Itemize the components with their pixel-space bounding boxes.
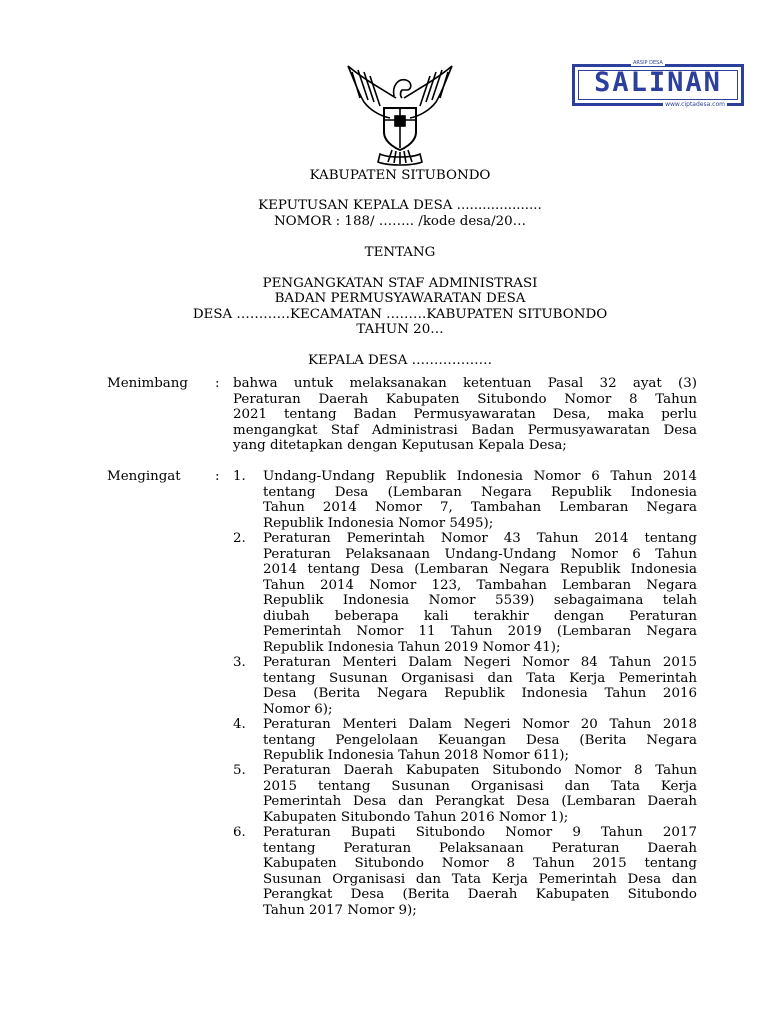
list-item-line: Susunan Organisasi dan Tata Kerja Pemerintah Desa dan [263,871,697,887]
title-line-3: DESA …………KECAMATAN ………KABUPATEN SITUBONDO [192,307,608,322]
list-item [263,763,697,825]
list-item-line: tentang Susunan Organisasi dan Tata Kerja Pemerintah [263,670,697,686]
list-item-number: 5. [233,763,246,778]
menimbang-line: Peraturan Daerah Kabupaten Situbondo Nomor 8 Tahun [233,391,697,407]
title-line-2: BADAN PERMUSYAWARATAN DESA [274,291,526,306]
garuda-emblem-icon [340,58,460,170]
list-item-line: Peraturan Menteri Dalam Negeri Nomor 84 Tahun 2015 [263,655,697,670]
list-item-number: 4. [233,717,246,732]
list-item-line: Peraturan Pemerintah Nomor 43 Tahun 2014 tentang [263,531,697,546]
list-item [263,825,697,918]
list-item-line: Pemerintah Nomor 11 Tahun 2019 (Lembaran Negara [263,624,697,639]
list-item-line: Nomor 6); [263,701,333,717]
list-item-number: 1. [233,469,246,484]
list-item-line: Tahun 2017 Nomor 9); [263,902,417,918]
list-item-line: 2014 tentang Desa (Lembaran Negara Republik Indonesia [263,562,697,577]
menimbang-colon: : [215,376,220,391]
list-item-line: tentang Pengelolaan Keuangan Desa (Berita Negara [263,732,697,748]
list-item-number: 2. [233,531,246,546]
salinan-stamp [572,60,744,108]
list-item-line: Desa (Berita Negara Republik Indonesia Tahun 2016 [263,686,697,701]
decree-number: NOMOR : 188/ …….. /kode desa/20… [273,214,527,229]
official-heading: KEPALA DESA ……………… [307,353,492,368]
menimbang-label: Menimbang [107,376,188,391]
list-item-line: tentang Desa (Lembaran Negara Republik Indonesia [263,484,697,500]
stamp-top-text: ARSIP DESA [633,60,663,66]
list-item-line: Tahun 2014 Nomor 123, Tambahan Lembaran Negara [263,577,697,593]
decree-heading: KEPUTUSAN KEPALA DESA .................... [258,198,542,213]
list-item [263,469,697,531]
list-item-line: Republik Indonesia Tahun 2019 Nomor 41); [263,639,561,655]
list-item-line: Republik Indonesia Nomor 5539) sebagaimana telah [263,593,697,608]
list-item-line: 2015 tentang Susunan Organisasi dan Tata Kerja [263,778,697,794]
list-item-line: tentang Peraturan Pelaksanaan Peraturan Daerah [263,840,697,856]
list-item [263,531,697,655]
list-item-line: Kabupaten Situbondo Tahun 2016 Nomor 1); [263,809,569,825]
menimbang-text [233,376,697,454]
list-item-line: Kabupaten Situbondo Nomor 8 Tahun 2015 tentang [263,856,697,871]
list-item-line: Republik Indonesia Tahun 2018 Nomor 611); [263,748,570,763]
menimbang-line: mengangkat Staf Administrasi Badan Permusyawaratan Desa [233,422,697,438]
list-item-line: diubah beberapa kali terakhir dengan Peraturan [263,608,697,624]
list-item-line: Undang-Undang Republik Indonesia Nomor 6 Tahun 2014 [263,469,697,484]
list-item-line: Peraturan Daerah Kabupaten Situbondo Nomor 8 Tahun [263,763,697,778]
stamp-url: www.ciptadesa.com [665,101,725,108]
menimbang-line: 2021 tentang Badan Permusyawaratan Desa, maka perlu [233,407,697,422]
list-item-line: Peraturan Pelaksanaan Undang-Undang Nomor 6 Tahun [263,546,697,562]
title-line-1: PENGANGKATAN STAF ADMINISTRASI [262,276,538,291]
about-heading: TENTANG [364,245,436,260]
stamp-word: SALINAN [594,67,722,98]
regency-heading: KABUPATEN SITUBONDO [309,168,491,183]
list-item-line: Peraturan Menteri Dalam Negeri Nomor 20 Tahun 2018 [263,717,697,732]
list-item-line: Republik Indonesia Nomor 5495); [263,515,494,531]
mengingat-colon: : [215,469,220,484]
list-item [263,655,697,717]
list-item-line: Peraturan Bupati Situbondo Nomor 9 Tahun 2017 [263,825,697,840]
list-item-number: 6. [233,825,246,840]
list-item-line: Tahun 2014 Nomor 7, Tambahan Lembaran Negara [263,500,697,515]
menimbang-line: yang ditetapkan dengan Keputusan Kepala Desa; [233,438,567,453]
list-item-number: 3. [233,655,246,670]
list-item-line: Perangkat Desa (Berita Daerah Kabupaten Situbondo [263,887,697,902]
mengingat-label: Mengingat [107,469,181,484]
title-line-4: TAHUN 20… [356,322,444,337]
list-item [263,717,697,764]
list-item-line: Pemerintah Desa dan Perangkat Desa (Lembaran Daerah [263,794,697,809]
menimbang-line: bahwa untuk melaksanakan ketentuan Pasal 32 ayat (3) [233,376,697,391]
